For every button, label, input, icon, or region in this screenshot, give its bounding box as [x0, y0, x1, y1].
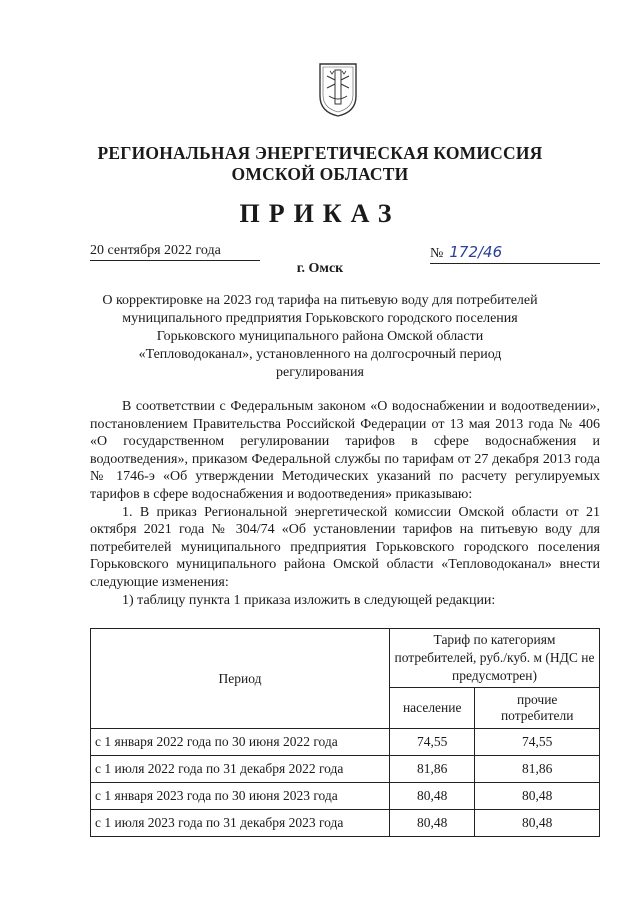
city-name: г. Омск: [296, 261, 344, 276]
table-row: [91, 783, 600, 810]
document-body: [90, 398, 600, 609]
header-period: Период: [91, 629, 390, 729]
table-header-row: [91, 629, 600, 688]
row-population-value: 81,86: [390, 756, 475, 783]
row-other-value: 80,48: [475, 810, 600, 837]
row-period: с 1 июля 2023 года по 31 декабря 2023 года: [91, 810, 390, 837]
header-population: население: [390, 688, 475, 729]
coat-of-arms-icon: [318, 62, 358, 118]
row-period: с 1 июля 2022 года по 31 декабря 2022 года: [91, 756, 390, 783]
header-other-consumers: прочие потребители: [475, 688, 600, 729]
document-date: 20 сентября 2022 года: [90, 243, 260, 261]
table-row: [91, 756, 600, 783]
table-row: [91, 810, 600, 837]
row-other-value: 74,55: [475, 729, 600, 756]
body-paragraph-1: В соответствии с Федеральным законом «О водоснабжении и водоотведении», постановлением Правительства Российской Федерации от 13 мая 2013 года № 406 «О государственном регулировании тарифов в сфере водоснабжения и водоотведения», приказом Федеральной службы по тарифам от 27 декабря 2013 года № 1746-э «Об утверждении Методических указаний по расчету регулируемых тарифов в сфере водоснабжения и водоотведения» приказываю:: [90, 399, 600, 502]
row-population-value: 80,48: [390, 783, 475, 810]
row-other-value: 80,48: [475, 783, 600, 810]
document-title: О корректировке на 2023 год тарифа на питьевую воду для потребителей муниципального предприятия Горьковского городского поселения Горьковского муниципального района Омской области «Тепловодоканал», установленного на долгосрочный период регулирования: [102, 293, 538, 380]
row-period: с 1 января 2023 года по 30 июня 2023 года: [91, 783, 390, 810]
number-prefix: №: [430, 246, 444, 261]
organization-name-line2: ОМСКОЙ ОБЛАСТИ: [231, 164, 409, 184]
organization-name-line1: РЕГИОНАЛЬНАЯ ЭНЕРГЕТИЧЕСКАЯ КОМИССИЯ: [97, 143, 543, 163]
document-type-heading: ПРИКАЗ: [239, 199, 401, 228]
row-period: с 1 января 2022 года по 30 июня 2022 года: [91, 729, 390, 756]
handwritten-number: 172/46: [449, 243, 503, 261]
row-population-value: 80,48: [390, 810, 475, 837]
header-tariff-group: Тариф по категориям потребителей, руб./куб. м (НДС не предусмотрен): [390, 629, 600, 688]
table-row: [91, 729, 600, 756]
row-other-value: 81,86: [475, 756, 600, 783]
body-paragraph-2: 1. В приказ Региональной энергетической комиссии Омской области от 21 октября 2021 года № 304/74 «Об установлении тарифов на питьевую воду для потребителей муниципального предприятия Горьковского городского поселения Горьковского муниципального района Омской области «Тепловодоканал» внести следующие изменения:: [90, 504, 600, 590]
body-paragraph-3: 1) таблицу пункта 1 приказа изложить в следующей редакции:: [122, 592, 496, 608]
tariff-table: [90, 628, 600, 837]
row-population-value: 74,55: [390, 729, 475, 756]
